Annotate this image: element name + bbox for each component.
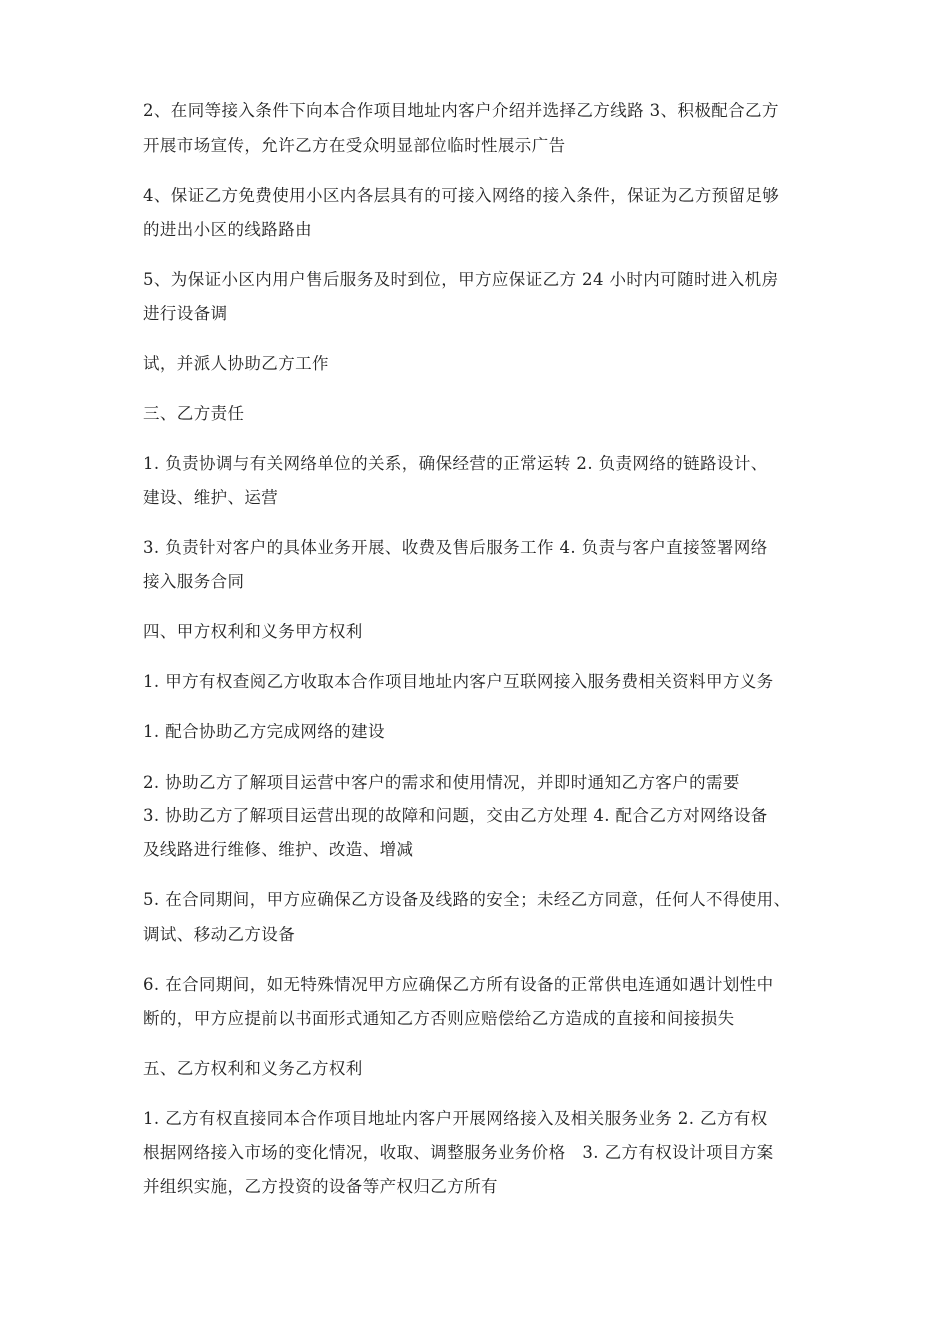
text-line: 4、保证乙方免费使用小区内各层具有的可接入网络的接入条件，保证为乙方预留足够	[143, 186, 780, 205]
text-line: 建设、维护、运营	[143, 488, 279, 507]
text-line: 试，并派人协助乙方工作	[143, 354, 329, 373]
text-line: 进行设备调	[143, 304, 228, 323]
text-line: 1. 负责协调与有关网络单位的关系，确保经营的正常运转 2. 负责网络的链路设计、	[143, 454, 768, 473]
text-line: 开展市场宣传，允许乙方在受众明显部位临时性展示广告	[143, 136, 566, 155]
text-line: 3. 负责针对客户的具体业务开展、收费及售后服务工作 4. 负责与客户直接签署网络	[143, 538, 768, 557]
text-line: 6. 在合同期间，如无特殊情况甲方应确保乙方所有设备的正常供电连通如遇计划性中	[143, 975, 774, 994]
text-line: 2. 协助乙方了解项目运营中客户的需求和使用情况，并即时通知乙方客户的需要	[143, 773, 740, 792]
text-line: 2、在同等接入条件下向本合作项目地址内客户介绍并选择乙方线路 3、积极配合乙方	[143, 101, 779, 120]
text-line: 及线路进行维修、维护、改造、增减	[143, 840, 414, 859]
text-line: 断的，甲方应提前以书面形式通知乙方否则应赔偿给乙方造成的直接和间接损失	[143, 1009, 735, 1028]
section-heading: 四、甲方权利和义务甲方权利	[143, 622, 363, 641]
text-line: 3. 协助乙方了解项目运营出现的故障和问题，交由乙方处理 4. 配合乙方对网络设备	[143, 806, 768, 825]
text-line: 5. 在合同期间，甲方应确保乙方设备及线路的安全；未经乙方同意，任何人不得使用、	[143, 890, 791, 909]
text-line: 根据网络接入市场的变化情况，收取、调整服务业务价格 3. 乙方有权设计项目方案	[143, 1143, 774, 1162]
text-line: 接入服务合同	[143, 572, 245, 591]
text-line: 调试、移动乙方设备	[143, 925, 296, 944]
section-heading: 五、乙方权利和义务乙方权利	[143, 1059, 363, 1078]
text-line: 1. 乙方有权直接同本合作项目地址内客户开展网络接入及相关服务业务 2. 乙方有权	[143, 1109, 768, 1128]
text-line: 并组织实施，乙方投资的设备等产权归乙方所有	[143, 1177, 498, 1196]
text-line: 的进出小区的线路路由	[143, 220, 312, 239]
text-line: 1. 配合协助乙方完成网络的建设	[143, 722, 385, 741]
section-heading: 三、乙方责任	[143, 404, 245, 423]
text-line: 5、为保证小区内用户售后服务及时到位，甲方应保证乙方 24 小时内可随时进入机房	[143, 270, 779, 289]
text-line: 1. 甲方有权查阅乙方收取本合作项目地址内客户互联网接入服务费相关资料甲方义务	[143, 672, 774, 691]
